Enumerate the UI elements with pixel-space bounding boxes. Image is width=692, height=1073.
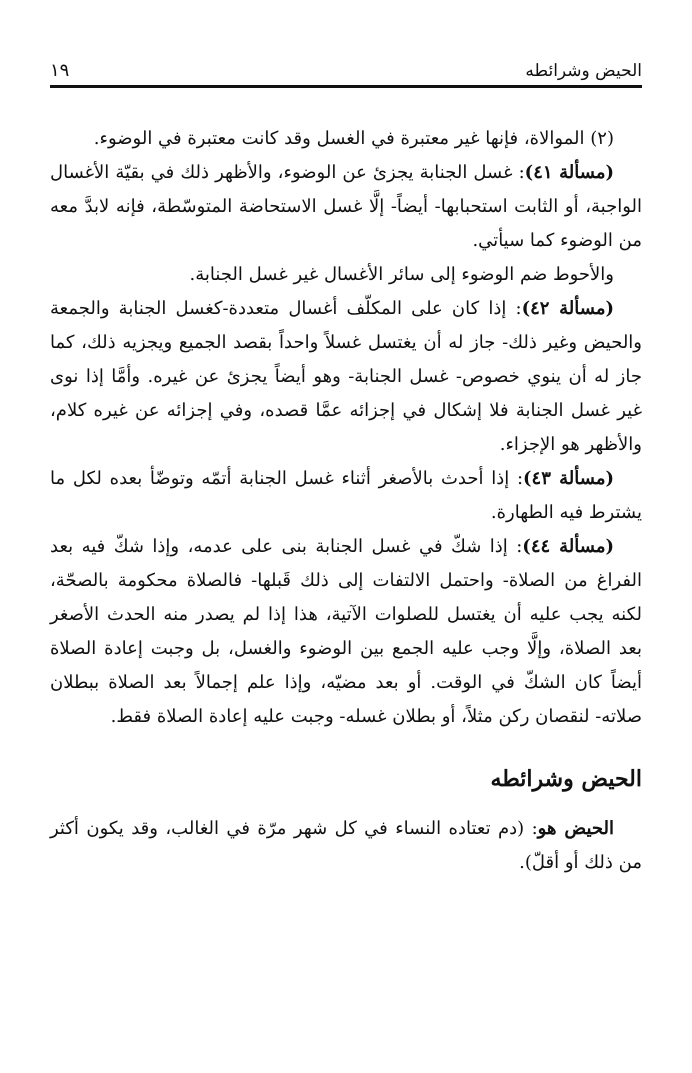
paragraph-text: والأحوط ضم الوضوء إلى سائر الأغسال غير غسل الجنابة. <box>189 264 614 285</box>
definition-text: : (دم تعتاده النساء في كل شهر مرّة في الغالب، وقد يكون أكثر من ذلك أو أقلّ). <box>50 818 642 873</box>
paragraph-masala-41 <box>50 156 642 258</box>
running-header <box>50 60 642 88</box>
issue-label: (مسألة ٤٤) <box>522 536 614 557</box>
paragraph-haid-definition <box>50 812 642 880</box>
page-body <box>50 122 642 880</box>
issue-label: (مسألة ٤٢) <box>521 298 614 319</box>
issue-label: (مسألة ٤٣) <box>523 468 614 489</box>
header-title: الحيض وشرائطه <box>525 61 642 81</box>
paragraph-text: : إذا شكّ في غسل الجنابة بنى على عدمه، وإذا شكّ فيه بعد الفراغ من الصلاة- واحتمل الالتفات إلى ذلك قَبلها- فالصلاة محكومة بالصحّة، لكنه يجب عليه أن يغتسل للصلوات الآتية، هذا إذا لم يصدر منه الحدث الأصغر بعد الصلاة، وإلَّا وجب عليه الجمع بين الوضوء والغسل، بل وجبت إعادة الصلاة أيضاً كان الشكّ في الوقت. أو بعد مضيّه، وإذا علم إجمالاً بعد الصلاة ببطلان صلاته- لنقصان ركن مثلاً، أو بطلان غسله- وجبت عليه إعادة الصلاة فقط. <box>50 536 642 727</box>
paragraph-text: : غسل الجنابة يجزئ عن الوضوء، والأظهر ذلك في بقيّة الأغسال الواجبة، أو الثابت استحبابها- أيضاً- إلَّا غسل الاستحاضة المتوسّطة، فإنه لابدَّ معه من الوضوء كما سيأتي. <box>50 162 642 251</box>
paragraph-masala-44 <box>50 530 642 734</box>
paragraph-text: : إذا أحدث بالأصغر أثناء غسل الجنابة أتمّه وتوضّأ بعده لكل ما يشترط فيه الطهارة. <box>50 468 642 523</box>
paragraph-ahwat <box>50 258 642 292</box>
paragraph-text: : إذا كان على المكلّف أغسال متعددة-كغسل الجنابة والجمعة والحيض وغير ذلك- جاز له أن يغتسل غسلاً واحداً بقصد الجميع ويجزيه ذلك، كما جاز له أن ينوي خصوص- غسل الجنابة- وهو أيضاً يجزئ عن غيره. وأمَّا إذا نوى غير غسل الجنابة فلا إشكال في إجزائه عمَّا قصده، وفي إجزائه عن غيره كلام، والأظهر هو الإجزاء. <box>50 298 642 455</box>
issue-label: (مسألة ٤١) <box>524 162 614 183</box>
definition-label: الحيض هو <box>537 818 614 839</box>
paragraph-muwalat <box>50 122 642 156</box>
paragraph-text: (٢) الموالاة، فإنها غير معتبرة في الغسل وقد كانت معتبرة في الوضوء. <box>93 128 614 149</box>
section-heading: الحيض وشرائطه <box>490 766 642 792</box>
paragraph-masala-43 <box>50 462 642 530</box>
page <box>50 60 642 880</box>
paragraph-masala-42 <box>50 292 642 462</box>
page-number: ١٩ <box>50 60 70 81</box>
